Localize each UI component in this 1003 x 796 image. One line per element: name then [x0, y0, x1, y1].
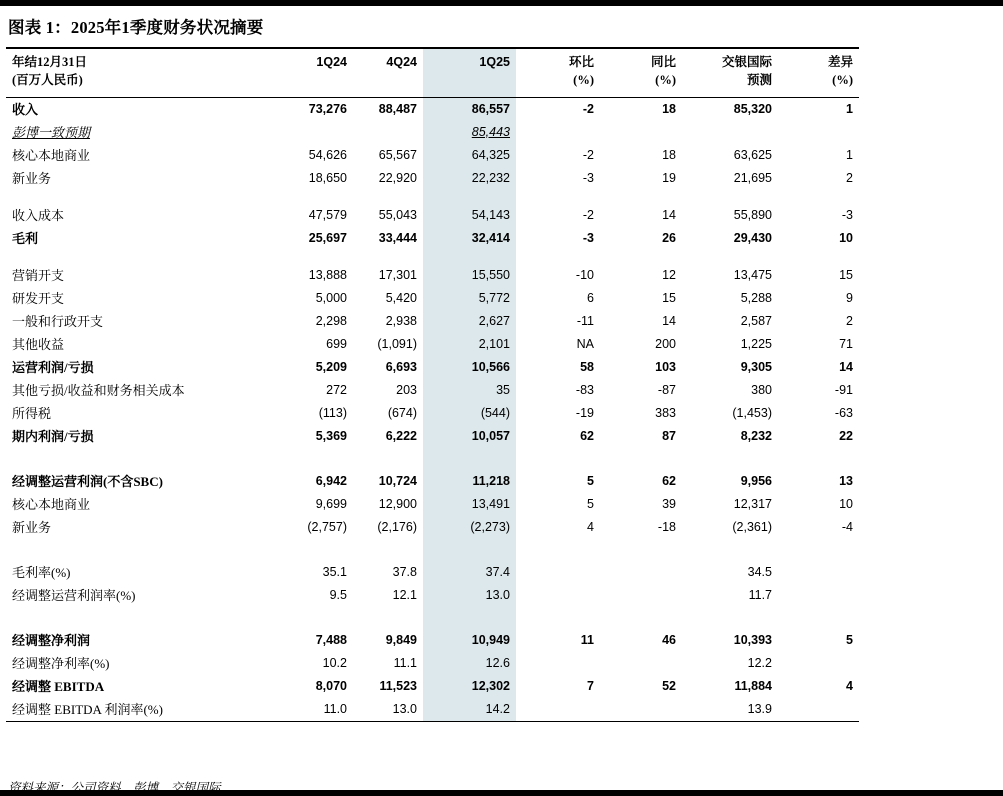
cell-q4: 65,567: [378, 147, 417, 162]
row-label: 新业务: [12, 519, 52, 535]
cell-yoy: 12: [662, 267, 676, 282]
cell-q4: 10,724: [378, 473, 417, 488]
cell-diff: 2: [846, 313, 853, 328]
cell-diff: -63: [834, 405, 853, 420]
cell-q1: [281, 121, 353, 144]
cell-q4: (2,176): [377, 519, 417, 534]
cell-qoq: 7: [587, 678, 594, 693]
cell-yoy: 39: [662, 496, 676, 511]
table-row: [6, 607, 859, 629]
cell-est: 12,317: [733, 496, 772, 511]
cell-est: 13.9: [682, 698, 778, 722]
header-col-diff-label: 差异: [827, 55, 853, 69]
cell-yoy: 14: [662, 207, 676, 222]
cell-yoy: 26: [662, 230, 676, 245]
table-row: [6, 204, 859, 227]
cell-yoy: [600, 652, 682, 675]
cell-qoq: [516, 250, 600, 264]
cell-q1: 10.2: [322, 655, 347, 670]
cell-q125: 5,772: [423, 287, 516, 310]
cell-q4: (1,091): [377, 336, 417, 351]
table-row: [6, 333, 859, 356]
cell-yoy: 383: [655, 405, 676, 420]
header-col-estimate-label: 交银国际: [721, 55, 772, 69]
cell-q4: [353, 448, 423, 470]
table-row: [6, 264, 859, 287]
cell-q125: [423, 539, 516, 561]
header-col-yoy: [600, 48, 682, 97]
row-label: [6, 448, 281, 470]
cell-est: 55,890: [733, 207, 772, 222]
cell-yoy: 19: [662, 170, 676, 185]
header-col-estimate-label2: 预测: [746, 72, 772, 87]
row-label: [6, 250, 281, 264]
cell-q1: 11.0: [281, 698, 353, 722]
cell-q125: [423, 250, 516, 264]
cell-q125: 13,491: [423, 493, 516, 516]
cell-qoq: 11: [580, 632, 594, 647]
cell-est: 1,225: [740, 336, 772, 351]
cell-q4: (674): [387, 405, 417, 420]
cell-qoq: 6: [587, 290, 594, 305]
cell-est: [682, 190, 778, 204]
row-label: 核心本地商业: [12, 496, 91, 512]
cell-q4: [353, 607, 423, 629]
cell-qoq: -2: [582, 207, 594, 222]
table-row: [6, 402, 859, 425]
cell-qoq: 58: [580, 359, 594, 374]
header-period-line2: (百万人民币): [12, 72, 83, 87]
cell-q125: 64,325: [423, 144, 516, 167]
cell-diff: 2: [846, 170, 853, 185]
cell-est: 2,587: [740, 313, 772, 328]
row-label: 经调整 EBITDA 利润率(%): [6, 698, 281, 722]
cell-q4: 12,900: [378, 496, 417, 511]
cell-q4: 11.1: [393, 655, 417, 670]
row-label: 运营利润/亏损: [12, 359, 94, 375]
table-row: [6, 561, 859, 584]
cell-q1: 73,276: [308, 101, 347, 116]
cell-q4: 11,523: [379, 678, 417, 693]
header-col-estimate: [682, 48, 778, 97]
cell-q4: 13.0: [353, 698, 423, 722]
cell-q125: 2,627: [423, 310, 516, 333]
header-col-qoq-unit: (%): [573, 72, 594, 87]
header-row: [6, 48, 859, 97]
cell-yoy: -87: [657, 382, 676, 397]
cell-est: (2,361): [732, 519, 772, 534]
cell-diff: 10: [839, 230, 853, 245]
table-row: [6, 97, 859, 121]
cell-qoq: [516, 607, 600, 629]
cell-yoy: [600, 607, 682, 629]
table-row: [6, 698, 859, 722]
cell-diff: 14: [839, 359, 853, 374]
cell-diff: 10: [839, 496, 853, 511]
row-label: 毛利率(%): [12, 564, 71, 580]
cell-q1: 272: [326, 382, 347, 397]
table-row: [6, 379, 859, 402]
cell-q1: [281, 190, 353, 204]
cell-q4: [353, 121, 423, 144]
header-col-yoy-unit: (%): [655, 72, 676, 87]
header-period-label: [6, 48, 281, 97]
cell-est: 9,956: [740, 473, 772, 488]
cell-q1: 25,697: [308, 230, 347, 245]
cell-qoq: -3: [582, 230, 594, 245]
cell-q1: 35.1: [322, 564, 347, 579]
cell-est: 10,393: [733, 632, 772, 647]
cell-qoq: [516, 190, 600, 204]
row-label: 毛利: [12, 230, 39, 246]
cell-yoy: 14: [662, 313, 676, 328]
cell-yoy: 18: [662, 101, 676, 116]
cell-est: [682, 539, 778, 561]
cell-q1: [281, 607, 353, 629]
table-row: [6, 675, 859, 698]
cell-q1: (113): [318, 405, 347, 420]
header-col-1q24: [281, 48, 353, 97]
financial-table-wrapper: [6, 47, 859, 722]
cell-yoy: [600, 121, 682, 144]
cell-q4: 55,043: [378, 207, 417, 222]
cell-q4: 12.1: [392, 587, 417, 602]
cell-est: 11,884: [734, 678, 772, 693]
row-label: 其他收益: [12, 336, 65, 352]
cell-q1: [281, 448, 353, 470]
cell-q1: 7,488: [315, 632, 347, 647]
cell-yoy: 46: [662, 632, 676, 647]
cell-q125: (2,273): [423, 516, 516, 539]
cell-q125: (544): [423, 402, 516, 425]
cell-diff: 1: [846, 101, 853, 116]
cell-yoy: [600, 539, 682, 561]
row-label: 经调整净利润: [12, 632, 91, 648]
header-col-1q25-label: 1Q25: [479, 55, 510, 69]
cell-diff: -3: [841, 207, 853, 222]
cell-diff: 4: [846, 678, 853, 693]
cell-q4: 6,222: [385, 428, 417, 443]
cell-est: 29,430: [733, 230, 772, 245]
cell-q4: 17,301: [378, 267, 417, 282]
cell-q4: 6,693: [385, 359, 417, 374]
cell-q125: 35: [423, 379, 516, 402]
source-note: 资料来源：公司资料，彭博，交银国际: [8, 781, 221, 795]
cell-diff: [778, 190, 859, 204]
cell-q1: [281, 539, 353, 561]
row-label: 彭博一致预期: [12, 124, 91, 140]
row-label: 新业务: [12, 170, 52, 186]
cell-est: 21,695: [733, 170, 772, 185]
cell-q4: [353, 250, 423, 264]
cell-q1: 9.5: [329, 587, 347, 602]
table-head: [6, 48, 859, 97]
cell-q4: 2,938: [385, 313, 417, 328]
cell-q1: (2,757): [307, 519, 347, 534]
row-label: [6, 607, 281, 629]
cell-yoy: [600, 190, 682, 204]
cell-diff: [778, 652, 859, 675]
table-row: [6, 227, 859, 250]
cell-q4: 203: [396, 382, 417, 397]
cell-q125: 10,057: [423, 425, 516, 448]
cell-qoq: -83: [575, 382, 594, 397]
row-label: 营销开支: [12, 267, 65, 283]
header-col-diff: [778, 48, 859, 97]
table-row: [6, 493, 859, 516]
cell-q125: 15,550: [423, 264, 516, 287]
cell-qoq: [516, 448, 600, 470]
cell-diff: 5: [846, 632, 853, 647]
header-col-4q24: [353, 48, 423, 97]
cell-diff: [778, 607, 859, 629]
cell-q1: [281, 250, 353, 264]
cell-est: [682, 607, 778, 629]
cell-q4: 5,420: [385, 290, 417, 305]
cell-qoq: -2: [582, 101, 594, 116]
cell-q1: 5,369: [315, 428, 347, 443]
cell-diff: -4: [841, 519, 853, 534]
cell-q4: 9,849: [385, 632, 417, 647]
header-col-qoq: [516, 48, 600, 97]
cell-diff: [778, 121, 859, 144]
financial-table: [6, 47, 859, 722]
cell-q1: 8,070: [315, 678, 347, 693]
table-row: [6, 287, 859, 310]
table-row: [6, 310, 859, 333]
cell-qoq: 4: [587, 519, 594, 534]
table-row: [6, 539, 859, 561]
cell-est: 85,320: [733, 101, 772, 116]
cell-qoq: 62: [580, 428, 594, 443]
cell-q4: [353, 190, 423, 204]
table-body: [6, 97, 859, 721]
row-label: 经调整 EBITDA: [12, 678, 105, 694]
cell-yoy: [600, 250, 682, 264]
cell-q1: 5,209: [315, 359, 347, 374]
cell-diff: [778, 539, 859, 561]
row-label: 其他亏损/收益和财务相关成本: [12, 382, 185, 398]
figure-title: 图表 1：2025年1季度财务状况摘要: [8, 18, 264, 37]
table-row: [6, 250, 859, 264]
cell-est: 11.7: [748, 587, 772, 602]
cell-est: 380: [751, 382, 772, 397]
cell-yoy: 103: [655, 359, 676, 374]
cell-q125: 37.4: [423, 561, 516, 584]
row-label: [6, 190, 281, 204]
cell-yoy: [600, 448, 682, 470]
cell-est: [682, 448, 778, 470]
row-label: 经调整运营利润(不含SBC): [12, 473, 163, 489]
cell-yoy: 62: [662, 473, 676, 488]
cell-q125: 13.0: [423, 584, 516, 607]
cell-q4: 33,444: [378, 230, 417, 245]
row-label: 经调整净利率(%): [12, 655, 110, 671]
header-col-1q25: [423, 48, 516, 97]
table-row: [6, 516, 859, 539]
table-row: [6, 470, 859, 493]
cell-q4: 37.8: [392, 564, 417, 579]
cell-q125: 10,949: [423, 629, 516, 652]
cell-qoq: -19: [575, 405, 594, 420]
table-row: [6, 121, 859, 144]
row-label: 研发开支: [12, 290, 65, 306]
header-col-qoq-label: 环比: [568, 55, 594, 69]
cell-qoq: -2: [582, 147, 594, 162]
cell-q125: 2,101: [423, 333, 516, 356]
cell-est: 34.5: [747, 564, 772, 579]
cell-q1: 9,699: [315, 496, 347, 511]
cell-est: [682, 250, 778, 264]
row-label: 一般和行政开支: [12, 313, 104, 329]
header-col-yoy-label: 同比: [650, 55, 676, 69]
cell-diff: 1: [846, 147, 853, 162]
cell-qoq: [516, 561, 600, 584]
cell-q125: 10,566: [423, 356, 516, 379]
table-row: [6, 425, 859, 448]
cell-qoq: 5: [587, 496, 594, 511]
cell-diff: [778, 698, 859, 722]
cell-q1: 699: [326, 336, 347, 351]
row-label: 收入: [12, 101, 39, 117]
cell-qoq: -3: [582, 170, 594, 185]
header-col-4q24-label: 4Q24: [386, 55, 417, 69]
row-label: 所得税: [12, 405, 52, 421]
cell-q125: 54,143: [423, 204, 516, 227]
cell-q4: 88,487: [378, 101, 417, 116]
row-label: 收入成本: [12, 207, 65, 223]
cell-qoq: [516, 698, 600, 722]
cell-q125: 85,443: [423, 121, 516, 144]
cell-diff: 22: [839, 428, 853, 443]
cell-q125: 86,557: [423, 97, 516, 121]
cell-qoq: 5: [587, 473, 594, 488]
cell-diff: 13: [839, 473, 853, 488]
cell-q1: 2,298: [315, 313, 347, 328]
cell-yoy: -18: [657, 519, 676, 534]
cell-qoq: -11: [576, 313, 594, 328]
cell-diff: [778, 561, 859, 584]
cell-q125: [423, 190, 516, 204]
row-label: 核心本地商业: [12, 147, 91, 163]
table-row: [6, 584, 859, 607]
cell-diff: 9: [846, 290, 853, 305]
table-row: [6, 629, 859, 652]
row-label: 经调整运营利润率(%): [12, 587, 136, 603]
table-row: [6, 652, 859, 675]
cell-q4: [353, 539, 423, 561]
cell-qoq: -10: [575, 267, 594, 282]
cell-q125: [423, 448, 516, 470]
cell-q125: 12.6: [423, 652, 516, 675]
cell-est: 5,288: [740, 290, 772, 305]
cell-est: 9,305: [740, 359, 772, 374]
cell-q125: 32,414: [423, 227, 516, 250]
cell-est: (1,453): [732, 405, 772, 420]
cell-qoq: [516, 652, 600, 675]
table-row: [6, 190, 859, 204]
table-row: [6, 448, 859, 470]
cell-q125: 11,218: [423, 470, 516, 493]
table-row: [6, 144, 859, 167]
cell-qoq: NA: [576, 336, 594, 351]
cell-est: 63,625: [733, 147, 772, 162]
cell-qoq: [516, 584, 600, 607]
cell-q1: 5,000: [315, 290, 347, 305]
cell-diff: -91: [834, 382, 853, 397]
cell-qoq: [516, 539, 600, 561]
cell-q125: [423, 607, 516, 629]
cell-q1: 54,626: [308, 147, 347, 162]
cell-q125: 12,302: [423, 675, 516, 698]
cell-yoy: 52: [662, 678, 676, 693]
cell-est: [682, 121, 778, 144]
cell-yoy: 18: [662, 147, 676, 162]
cell-q125: 14.2: [423, 698, 516, 722]
table-row: [6, 356, 859, 379]
cell-q1: 18,650: [308, 170, 347, 185]
cell-est: 13,475: [733, 267, 772, 282]
cell-q125: 22,232: [423, 167, 516, 190]
cell-diff: [778, 584, 859, 607]
row-label: 期内利润/亏损: [12, 428, 94, 444]
cell-diff: [778, 448, 859, 470]
cell-q1: 6,942: [315, 473, 347, 488]
table-row: [6, 167, 859, 190]
cell-q4: 22,920: [378, 170, 417, 185]
cell-yoy: [600, 698, 682, 722]
cell-yoy: 200: [655, 336, 676, 351]
cell-yoy: 15: [662, 290, 676, 305]
cell-diff: 15: [839, 267, 853, 282]
cell-est: 8,232: [740, 428, 772, 443]
header-col-diff-unit: (%): [832, 72, 853, 87]
row-label: [6, 539, 281, 561]
cell-diff: [778, 250, 859, 264]
header-col-1q24-label: 1Q24: [316, 55, 347, 69]
cell-qoq: [516, 121, 600, 144]
cell-yoy: 87: [662, 428, 676, 443]
cell-yoy: [600, 584, 682, 607]
cell-q1: 13,888: [308, 267, 347, 282]
header-period-line1: 年结12月31日: [12, 55, 88, 69]
cell-yoy: [600, 561, 682, 584]
cell-q1: 47,579: [308, 207, 347, 222]
cell-diff: 71: [839, 336, 853, 351]
cell-est: 12.2: [747, 655, 772, 670]
